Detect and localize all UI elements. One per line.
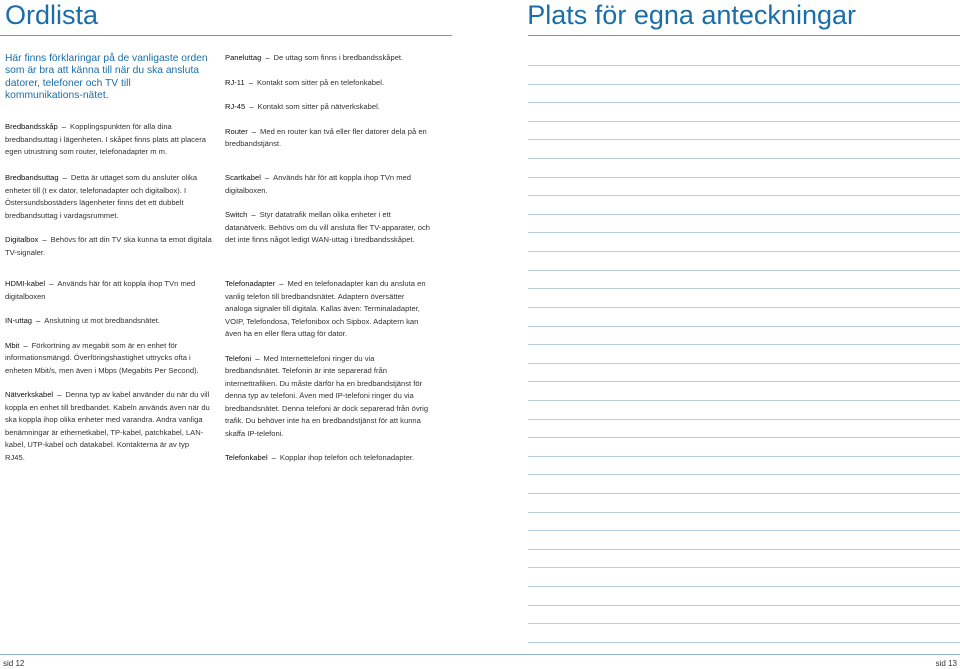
entry-definition: Kontakt som sitter på nätverkskabel.: [257, 102, 380, 111]
note-line: [528, 102, 960, 103]
entry-dash: –: [62, 173, 67, 182]
note-line: [528, 363, 960, 364]
title-rule-left: [0, 35, 452, 36]
entry-dash: –: [36, 316, 41, 325]
entry-definition: Används här för att koppla ihop TVn med digitalboxen: [5, 279, 196, 301]
note-line: [528, 642, 960, 643]
entry-term: Telefonadapter: [225, 279, 276, 288]
entry-hdmi: [5, 278, 210, 303]
entry-definition: Med en telefonadapter kan du ansluta en vanlig telefon till bredbandsnätet. Adaptern översätter analoga signaler till digitala. Kallas även: Terminaladapter, VOIP, Telefondosa, Telefonibox och Sipbox. Adaptern kan även ha en eller flera uttag för dator.: [225, 279, 426, 338]
note-line: [528, 456, 960, 457]
note-line: [528, 158, 960, 159]
entry-definition: Kopplar ihop telefon och telefonadapter.: [279, 453, 415, 462]
note-line: [528, 623, 960, 624]
entry-mbit: [5, 340, 210, 378]
intro-text: Här finns förklaringar på de vanligaste orden som är bra att känna till när du ska ansluta datorer, telefoner och TV till kommunikations-nätet.: [5, 53, 208, 101]
note-line: [528, 251, 960, 252]
note-line: [528, 586, 960, 587]
entry-definition: Anslutning ut mot bredbandsnätet.: [44, 316, 160, 325]
note-line: [528, 381, 960, 382]
entry-term: RJ-11: [225, 77, 245, 87]
entry-dash: –: [49, 279, 54, 288]
entry-dash: –: [57, 390, 62, 399]
entry-router: [225, 126, 430, 151]
entry-term: Switch: [225, 210, 248, 219]
entry-dash: –: [248, 77, 253, 87]
entry-switch: [225, 209, 430, 247]
glossary-column-1: [5, 121, 210, 159]
note-line: [528, 437, 960, 438]
entry-telefonkabel: [225, 452, 430, 465]
note-line: [528, 493, 960, 494]
entry-definition: Med Internettelefoni ringer du via bredbandsnätet. Telefonin är inte separerad från internettrafiken. Du måste därför ha en bredbandstjänst för denna typ av telefoni. Även med IP-telefoni ringer du via bredbandsnätet. Denna telefoni är dock separerad från övrig trafik. Du behöver inte ha en bredbandstjänst för att kunna skaffa IP-telefoni.: [225, 353, 429, 438]
note-line: [528, 270, 960, 271]
entry-definition: De uttag som finns i bredbandsskåpet.: [273, 53, 404, 62]
note-line: [528, 307, 960, 308]
note-line: [528, 232, 960, 233]
entry-term: Digitalbox: [5, 235, 39, 244]
note-line: [528, 121, 960, 122]
entry-term: Mbit: [5, 340, 20, 350]
entry-definition: Styr datatrafik mellan olika enheter i ett datanätverk. Behövs om du vill ansluta fler TV-apparater, och det inte finns något ledigt WAN-uttag i bredbandsskåpet.: [225, 210, 431, 244]
entry-definition: Behövs för att din TV ska kunna ta emot digitala TV-signaler.: [5, 235, 212, 257]
page-title-right: Plats för egna anteckningar: [527, 0, 856, 30]
entry-natverkskabel: [5, 389, 210, 464]
note-line: [528, 195, 960, 196]
note-line: [528, 139, 960, 140]
entry-term: Bredbandsuttag: [5, 173, 59, 182]
note-line: [528, 65, 960, 66]
note-line: [528, 84, 960, 85]
page-number-right: sid 13: [935, 659, 957, 668]
entry-rj11: [225, 77, 430, 90]
note-line: [528, 549, 960, 550]
note-line: [528, 214, 960, 215]
entry-telefonadapter: [225, 278, 430, 341]
entry-term: Nätverkskabel: [5, 390, 54, 399]
entry-term: RJ-45: [225, 102, 246, 111]
page-number-left: sid 12: [3, 659, 25, 668]
entry-term: Scartkabel: [225, 173, 261, 182]
entry-digitalbox: [5, 234, 215, 259]
glossary-column-1b: [5, 172, 215, 259]
note-line: [528, 344, 960, 345]
note-line: [528, 419, 960, 420]
entry-dash: –: [61, 122, 67, 131]
entry-dash: –: [255, 353, 260, 363]
note-line: [528, 567, 960, 568]
entry-definition: Denna typ av kabel använder du när du vill koppla en enhet till bredbandet. Kabeln används även när du ska koppla ihop olika enheter med varandra. Andra vanliga benämningar är ethernetkabel, TP-kabel, patchkabel, LAN-kabel, UTP-kabel och datakabel. Kontakterna är av typ RJ45.: [5, 390, 210, 462]
glossary-column-2: [225, 52, 430, 151]
glossary-column-1c: [5, 278, 210, 464]
entry-dash: –: [279, 279, 284, 288]
entry-definition: Kontakt som sitter på en telefonkabel.: [256, 77, 384, 87]
title-rule-right: [528, 35, 960, 36]
entry-bredbandsuttag: [5, 172, 215, 222]
entry-definition: Förkortning av megabit som är en enhet för informationsmängd. Överföringshastighet uttrycks ofta i enheten Mbit/s, men även i Mbps (Megabits Per Second).: [5, 340, 199, 375]
entry-term: Router: [225, 126, 248, 136]
entry-rj45: [225, 101, 430, 114]
entry-definition: Detta är uttaget som du ansluter olika enheter till (t ex dator, telefonadapter och digitalbox). I Östersundsbostäders lägenheter finns det ett dubbelt bredbandsuttag i vardagsrummet.: [5, 173, 198, 220]
footer-rule: [0, 654, 960, 655]
page-title-left: Ordlista: [5, 0, 99, 30]
entry-telefoni: [225, 353, 430, 441]
entry-definition: Med en router kan två eller fler datorer dela på en bredbandstjänst.: [225, 126, 427, 148]
entry-term: Paneluttag: [225, 53, 262, 62]
glossary-column-2c: [225, 278, 430, 465]
entry-term: Telefonkabel: [225, 453, 268, 462]
entry-scartkabel: [225, 172, 430, 197]
entry-dash: –: [251, 210, 256, 219]
note-line: [528, 605, 960, 606]
glossary-column-2b: [225, 172, 430, 247]
entry-definition: Kopplingspunkten för alla dina bredbandsuttag i lägenheten. I skåpet finns plats att placera egen utrustning som router, telefonadapter m m.: [5, 122, 206, 156]
entry-in-uttag: [5, 315, 210, 328]
entry-bredbandsskap: [5, 121, 210, 159]
entry-dash: –: [23, 340, 28, 350]
note-line: [528, 288, 960, 289]
entry-dash: –: [264, 173, 270, 182]
note-line: [528, 400, 960, 401]
entry-dash: –: [42, 235, 47, 244]
notes-area: [528, 65, 960, 661]
note-line: [528, 530, 960, 531]
entry-dash: –: [249, 102, 254, 111]
note-line: [528, 177, 960, 178]
entry-dash: –: [265, 53, 270, 62]
entry-term: Telefoni: [225, 353, 252, 363]
entry-dash: –: [271, 453, 276, 462]
entry-term: IN-uttag: [5, 316, 33, 325]
entry-term: Bredbandsskåp: [5, 122, 58, 131]
note-line: [528, 474, 960, 475]
note-line: [528, 326, 960, 327]
note-line: [528, 512, 960, 513]
entry-dash: –: [251, 126, 257, 136]
entry-term: HDMI-kabel: [5, 279, 46, 288]
entry-paneluttag: [225, 52, 430, 65]
entry-definition: Används här för att koppla ihop TVn med digitalboxen.: [225, 173, 412, 195]
